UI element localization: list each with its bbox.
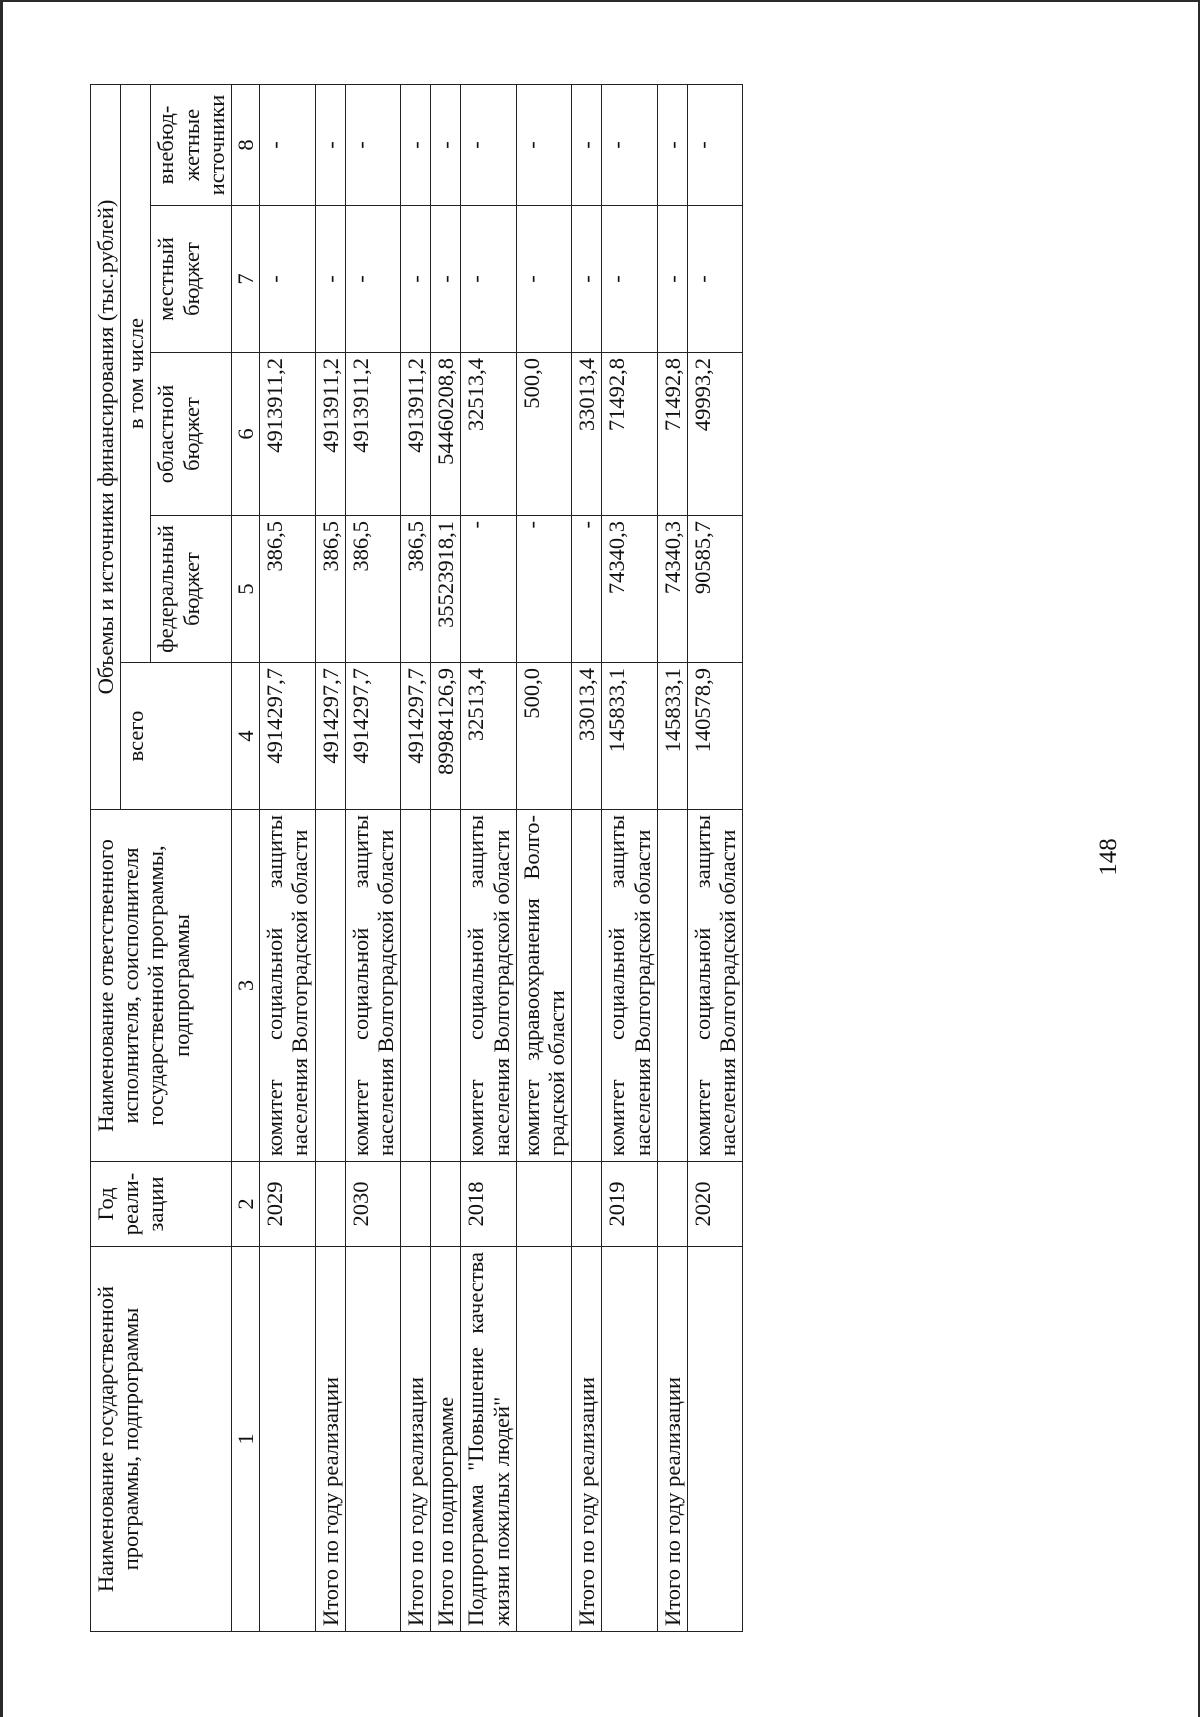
- row-regional: 71492,8: [657, 353, 687, 516]
- table-row: [431, 84, 461, 1631]
- row-regional: 4913911,2: [345, 353, 400, 516]
- row-executor: [572, 810, 602, 1162]
- row-total: 140578,9: [687, 663, 742, 810]
- row-extrabudget: -: [461, 84, 516, 205]
- row-regional: 49993,2: [687, 353, 742, 516]
- column-number: 3: [231, 810, 259, 1162]
- table-row: [687, 84, 742, 1631]
- header-total: всего: [121, 663, 232, 810]
- row-local: -: [516, 206, 571, 353]
- row-local: -: [687, 206, 742, 353]
- table-row: [315, 84, 345, 1631]
- row-executor: комитет социальной защиты населения Волгоградской области: [687, 810, 742, 1162]
- header-funding: Объемы и источники финансирования (тыс.рублей): [91, 84, 121, 809]
- row-regional: 4913911,2: [401, 353, 431, 516]
- row-total: 32513,4: [461, 663, 516, 810]
- row-executor: комитет здравоохранения Волго-градской области: [516, 810, 571, 1162]
- column-number: 4: [231, 663, 259, 810]
- row-federal: -: [516, 516, 571, 663]
- row-federal: 386,5: [401, 516, 431, 663]
- row-local: -: [401, 206, 431, 353]
- funding-table: [90, 84, 743, 1632]
- row-year: [516, 1162, 571, 1247]
- row-regional: 33013,4: [572, 353, 602, 516]
- column-number: 8: [231, 84, 259, 205]
- row-local: -: [461, 206, 516, 353]
- row-extrabudget: -: [401, 84, 431, 205]
- row-regional: 71492,8: [602, 353, 657, 516]
- row-federal: 35523918,1: [431, 516, 461, 663]
- table-row: [461, 84, 516, 1631]
- column-number: 2: [231, 1162, 259, 1247]
- row-year: [572, 1162, 602, 1247]
- row-program-name: Подпрограмма "Повышение качества жизни пожилых людей": [461, 1247, 516, 1632]
- row-total: 145833,1: [657, 663, 687, 810]
- row-program-name: Итого по году реализации: [315, 1247, 345, 1632]
- table-row: [260, 84, 315, 1631]
- row-program-name: Итого по подпрограмме: [431, 1247, 461, 1632]
- row-local: -: [572, 206, 602, 353]
- row-program-name: Итого по году реализации: [572, 1247, 602, 1632]
- row-program-name: [602, 1247, 657, 1632]
- row-federal: 386,5: [315, 516, 345, 663]
- table-row: [657, 84, 687, 1631]
- row-extrabudget: -: [315, 84, 345, 205]
- table-row: [401, 84, 431, 1631]
- row-executor: комитет социальной защиты населения Волгоградской области: [461, 810, 516, 1162]
- row-local: -: [602, 206, 657, 353]
- table-row: [345, 84, 400, 1631]
- row-federal: 74340,3: [602, 516, 657, 663]
- row-total: 4914297,7: [345, 663, 400, 810]
- table-row: [572, 84, 602, 1631]
- row-executor: комитет социальной защиты населения Волгоградской области: [345, 810, 400, 1162]
- row-federal: -: [572, 516, 602, 663]
- row-total: 4914297,7: [401, 663, 431, 810]
- row-program-name: [516, 1247, 571, 1632]
- column-number: 6: [231, 353, 259, 516]
- row-program-name: [260, 1247, 315, 1632]
- row-total: 89984126,9: [431, 663, 461, 810]
- row-year: 2018: [461, 1162, 516, 1247]
- row-extrabudget: -: [345, 84, 400, 205]
- header-regional: областной бюджет: [151, 353, 232, 516]
- row-total: 4914297,7: [315, 663, 345, 810]
- row-year: [431, 1162, 461, 1247]
- table-row: [602, 84, 657, 1631]
- header-year: Год реали-зации: [91, 1162, 232, 1247]
- row-federal: 74340,3: [657, 516, 687, 663]
- row-year: 2019: [602, 1162, 657, 1247]
- row-extrabudget: -: [431, 84, 461, 205]
- row-local: -: [431, 206, 461, 353]
- row-extrabudget: -: [687, 84, 742, 205]
- row-total: 145833,1: [602, 663, 657, 810]
- row-federal: 90585,7: [687, 516, 742, 663]
- row-regional: 32513,4: [461, 353, 516, 516]
- row-program-name: [687, 1247, 742, 1632]
- header-federal: федеральный бюджет: [151, 516, 232, 663]
- row-regional: 4913911,2: [260, 353, 315, 516]
- row-year: [315, 1162, 345, 1247]
- row-local: -: [345, 206, 400, 353]
- row-regional: 4913911,2: [315, 353, 345, 516]
- row-executor: [657, 810, 687, 1162]
- header-local: местный бюджет: [151, 206, 232, 353]
- header-extrabudget: внебюд-жетные источники: [151, 84, 232, 205]
- column-number: 7: [231, 206, 259, 353]
- row-year: 2029: [260, 1162, 315, 1247]
- row-year: [657, 1162, 687, 1247]
- column-number: 1: [231, 1247, 259, 1632]
- page-number: 148: [1095, 838, 1122, 876]
- column-number: 5: [231, 516, 259, 663]
- row-extrabudget: -: [602, 84, 657, 205]
- header-program-name: Наименование государственной программы, подпрограммы: [91, 1247, 232, 1632]
- row-program-name: Итого по году реализации: [401, 1247, 431, 1632]
- row-year: 2030: [345, 1162, 400, 1247]
- row-extrabudget: -: [572, 84, 602, 205]
- row-program-name: Итого по году реализации: [657, 1247, 687, 1632]
- row-executor: [401, 810, 431, 1162]
- row-local: -: [657, 206, 687, 353]
- row-executor: комитет социальной защиты населения Волгоградской области: [260, 810, 315, 1162]
- row-federal: 386,5: [345, 516, 400, 663]
- row-executor: комитет социальной защиты населения Волгоградской области: [602, 810, 657, 1162]
- row-regional: 54460208,8: [431, 353, 461, 516]
- header-including: в том числе: [121, 84, 151, 662]
- row-local: -: [260, 206, 315, 353]
- row-extrabudget: -: [657, 84, 687, 205]
- row-total: 33013,4: [572, 663, 602, 810]
- row-local: -: [315, 206, 345, 353]
- row-total: 4914297,7: [260, 663, 315, 810]
- row-program-name: [345, 1247, 400, 1632]
- row-year: 2020: [687, 1162, 742, 1247]
- row-federal: 386,5: [260, 516, 315, 663]
- row-executor: [315, 810, 345, 1162]
- row-federal: -: [461, 516, 516, 663]
- row-year: [401, 1162, 431, 1247]
- row-extrabudget: -: [260, 84, 315, 205]
- header-executor: Наименование ответственного исполнителя, соисполнителя государственной программы, подпрограммы: [91, 810, 232, 1162]
- row-executor: [431, 810, 461, 1162]
- table-row: [516, 84, 571, 1631]
- table-body: [260, 84, 743, 1631]
- row-regional: 500,0: [516, 353, 571, 516]
- row-extrabudget: -: [516, 84, 571, 205]
- row-total: 500,0: [516, 663, 571, 810]
